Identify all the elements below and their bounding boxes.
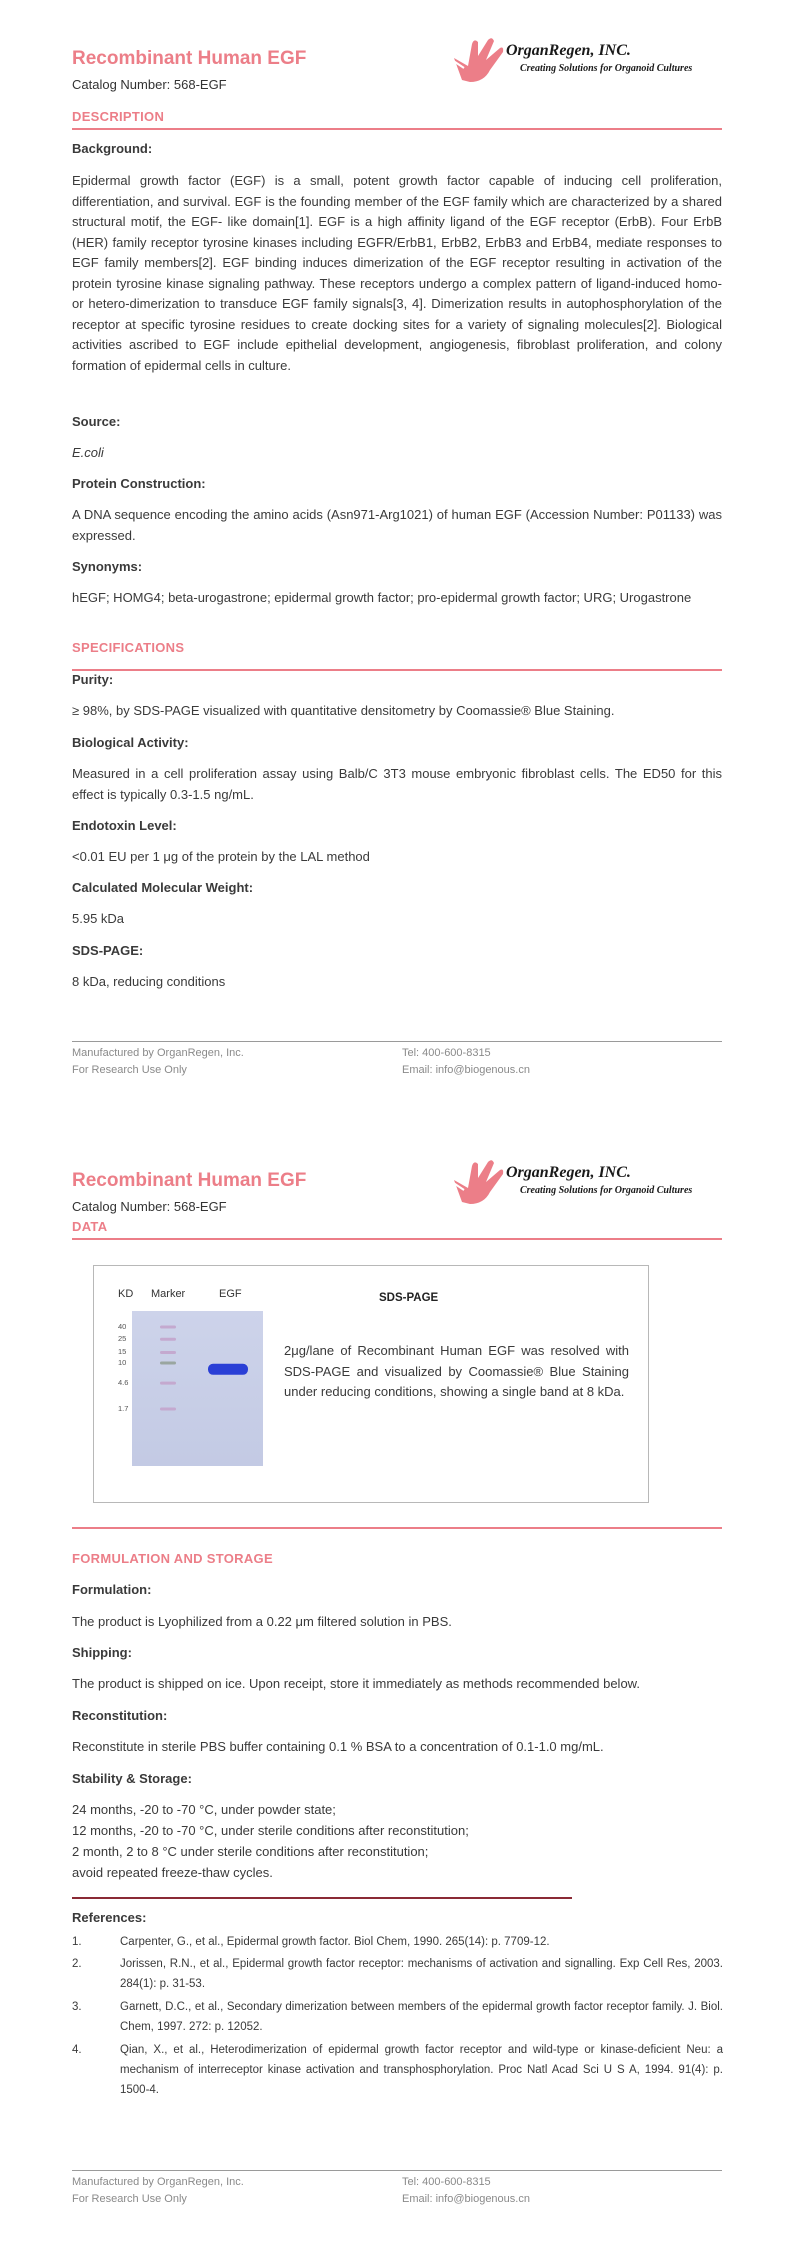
section-rule — [72, 1238, 722, 1240]
logo-tagline: Creating Solutions for Organoid Cultures — [520, 63, 693, 74]
reference-text: Jorissen, R.N., et al., Epidermal growth factor receptor: mechanisms of activation and signalling. Exp Cell Res, 2003. 284(1): p. 31-53. — [120, 1958, 723, 1990]
mw-tick-label: 40 — [118, 1322, 127, 1331]
sds-page-label: SDS-PAGE: — [72, 943, 144, 958]
background-text: Epidermal growth factor (EGF) is a small, potent growth factor capable of inducing cell proliferation, differentiation, and survival. EGF is the founding member of the EGF family which are characterized by a shared structural motif, the EGF- like domain[1]. EGF is a high affinity ligand of the EGF receptor (ErbB). Four ErbB (HER) family receptor tyrosine kinases including EGFR/ErbB1, ErbB2, ErbB3 and ErbB4, mediate responses to EGF family members[2]. EGF binding induces dimerization of the EGF receptor resulting in activation of the protein tyrosine kinase signaling pathway. These receptors undergo a complex pattern of ligand-induced homo- or hetero-dimerization to transduce EGF family signals[3, 4]. Dimerization results in autophosphorylation of the receptor at specific tyrosine residues to create docking sites for a variety of signaling molecules[2]. Biological activities ascribed to EGF include epithelial development, angiogenesis, fibroblast proliferation, and colony formation of epidermal cells in culture. — [72, 173, 722, 373]
marker-band — [160, 1338, 176, 1341]
mw-tick-label: 4.6 — [118, 1378, 129, 1388]
footer-email: Email: info@biogenous.cn — [402, 1064, 530, 1076]
logo-name: OrganRegen, INC. — [506, 1164, 631, 1181]
storage-line: avoid repeated freeze-thaw cycles. — [72, 1865, 273, 1880]
hand-logo-icon — [448, 1158, 506, 1208]
construction-text: A DNA sequence encoding the amino acids (Asn971-Arg1021) of human EGF (Accession Number: P01133) was expressed. — [72, 507, 722, 543]
reference-number: 2. — [72, 1958, 82, 1970]
synonyms-label: Synonyms: — [72, 559, 143, 574]
purity-text: ≥ 98%, by SDS-PAGE visualized with quantitative densitometry by Coomassie® Blue Staining. — [72, 703, 615, 718]
footer-manufacturer: Manufactured by OrganRegen, Inc. — [72, 2176, 244, 2188]
marker-band — [160, 1351, 176, 1354]
gel-header-kd: KD — [118, 1288, 134, 1300]
reference-item — [0, 1997, 794, 2039]
logo-name: OrganRegen, INC. — [506, 42, 631, 59]
activity-label: Biological Activity: — [72, 735, 189, 750]
marker-band — [160, 1361, 176, 1364]
figure-caption-title: SDS-PAGE — [379, 1292, 439, 1304]
catalog-number: Catalog Number: 568-EGF — [72, 77, 227, 92]
reference-item — [0, 1954, 794, 1996]
section-heading-specifications: SPECIFICATIONS — [72, 640, 185, 655]
reference-number: 1. — [72, 1936, 82, 1948]
gel-header-egf: EGF — [219, 1288, 242, 1300]
source-text: E.coli — [72, 445, 104, 460]
formulation-label: Formulation: — [72, 1582, 152, 1597]
footer-tel: Tel: 400-600-8315 — [402, 2176, 491, 2188]
reference-item — [0, 1932, 794, 1954]
footer-email: Email: info@biogenous.cn — [402, 2193, 530, 2205]
footer-manufacturer: Manufactured by OrganRegen, Inc. — [72, 1047, 244, 1059]
marker-band — [160, 1408, 176, 1411]
marker-band — [160, 1382, 176, 1385]
storage-label: Stability & Storage: — [72, 1771, 192, 1786]
reference-text: Carpenter, G., et al., Epidermal growth factor. Biol Chem, 1990. 265(14): p. 7709-12. — [120, 1936, 550, 1948]
figure-caption-text: 2μg/lane of Recombinant Human EGF was resolved with SDS-PAGE and visualized by Coomassie® Blue Staining under reducing conditions, showing a single band at 8 kDa. — [284, 1343, 629, 1399]
data-figure-box — [93, 1265, 649, 1503]
page-title: Recombinant Human EGF — [72, 1170, 307, 1191]
mw-tick-label: 15 — [118, 1347, 127, 1357]
reference-number: 4. — [72, 2044, 82, 2056]
footer-rule — [72, 2170, 722, 2171]
storage-line: 12 months, -20 to -70 °C, under sterile conditions after reconstitution; — [72, 1823, 469, 1838]
marker-band — [160, 1326, 176, 1329]
references-heading: References: — [72, 1910, 147, 1925]
storage-line: 2 month, 2 to 8 °C under sterile conditions after reconstitution; — [72, 1844, 429, 1859]
section-heading-formulation: FORMULATION AND STORAGE — [72, 1551, 273, 1566]
endotoxin-label: Endotoxin Level: — [72, 818, 177, 833]
hand-logo-icon — [448, 36, 506, 86]
company-logo — [448, 36, 728, 88]
formulation-text: The product is Lyophilized from a 0.22 μm filtered solution in PBS. — [72, 1614, 452, 1629]
source-label: Source: — [72, 414, 121, 429]
page-title: Recombinant Human EGF — [72, 48, 307, 69]
logo-tagline: Creating Solutions for Organoid Cultures — [520, 1185, 693, 1196]
egf-sample-band — [208, 1364, 248, 1375]
storage-line: 24 months, -20 to -70 °C, under powder state; — [72, 1802, 336, 1817]
footer-tel: Tel: 400-600-8315 — [402, 1047, 491, 1059]
footer-use: For Research Use Only — [72, 1064, 187, 1076]
mw-tick-label: 1.7 — [118, 1404, 129, 1413]
background-label: Background: — [72, 141, 153, 156]
footer-use: For Research Use Only — [72, 2193, 187, 2205]
catalog-number: Catalog Number: 568-EGF — [72, 1199, 227, 1214]
section-rule — [72, 669, 722, 671]
reference-text: Qian, X., et al., Heterodimerization of epidermal growth factor receptor and wild-type or kinase-deficient Neu: a mechanism of interreceptor kinase activation and transphosphorylation. Proc Natl Acad Sci U S A, 1994. 91(4): p. 1500-4. — [120, 2044, 723, 2096]
synonyms-text: hEGF; HOMG4; beta-urogastrone; epidermal growth factor; pro-epidermal growth factor; URG; Urogastrone — [72, 590, 692, 605]
shipping-text: The product is shipped on ice. Upon receipt, store it immediately as methods recommended below. — [72, 1676, 640, 1691]
mw-tick-label: 25 — [118, 1334, 127, 1344]
section-heading-description: DESCRIPTION — [72, 109, 165, 124]
mw-tick-label: 10 — [118, 1357, 127, 1367]
molecular-weight-label: Calculated Molecular Weight: — [72, 880, 254, 895]
section-rule — [72, 128, 722, 130]
activity-text: Measured in a cell proliferation assay using Balb/C 3T3 mouse embryonic fibroblast cells. The ED50 for this effect is typically 0.3-1.5 ng/mL. — [72, 766, 722, 802]
reconstitution-text: Reconstitute in sterile PBS buffer containing 0.1 % BSA to a concentration of 0.1-1.0 mg/mL. — [72, 1739, 604, 1754]
reference-number: 3. — [72, 2001, 82, 2013]
molecular-weight-text: 5.95 kDa — [72, 911, 125, 926]
references-rule — [72, 1897, 572, 1899]
construction-label: Protein Construction: — [72, 476, 206, 491]
reference-text: Garnett, D.C., et al., Secondary dimerization between members of the epidermal growth factor receptor family. J. Biol. Chem, 1997. 272: p. 12052. — [120, 2001, 723, 2033]
section-heading-data: DATA — [72, 1219, 108, 1234]
reference-item — [0, 2040, 794, 2102]
sds-page-text: 8 kDa, reducing conditions — [72, 974, 226, 989]
sds-page-gel-image — [132, 1311, 263, 1466]
endotoxin-text: <0.01 EU per 1 μg of the protein by the LAL method — [72, 849, 370, 864]
gel-header-marker: Marker — [151, 1288, 186, 1300]
footer-rule — [72, 1041, 722, 1042]
reconstitution-label: Reconstitution: — [72, 1708, 168, 1723]
company-logo — [448, 1158, 728, 1210]
purity-label: Purity: — [72, 672, 114, 687]
section-rule — [72, 1527, 722, 1529]
shipping-label: Shipping: — [72, 1645, 132, 1660]
